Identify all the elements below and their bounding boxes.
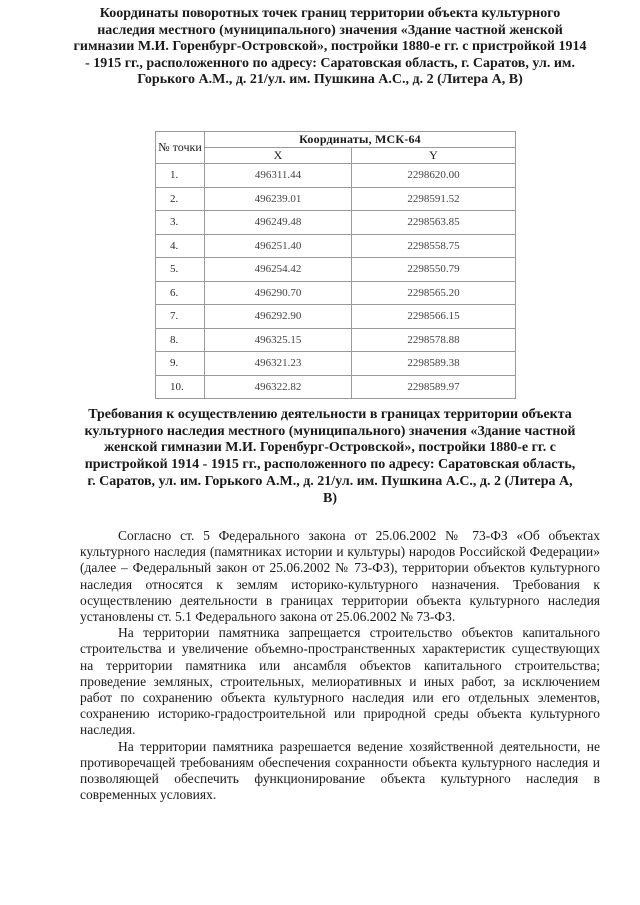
y-value: 2298558.75 [352,234,516,258]
x-value: 496239.01 [205,187,352,211]
x-value: 496290.70 [205,281,352,305]
x-value: 496311.44 [205,164,352,188]
point-number: 8. [156,328,205,352]
table-row [156,258,516,282]
table-row [156,328,516,352]
point-number: 9. [156,352,205,376]
point-number: 1. [156,164,205,188]
table-row [156,164,516,188]
coordinates-heading: Координаты поворотных точек границ территории объекта культурного наследия местного (муниципального) значения «Здание частной женской гимназии М.И. Горенбург-Островской», постройки 1880-е гг. с пристройкой 1914 - 1915 гг., расположенного по адресу: Саратовская область, г. Саратов, ул. им. Горького А.М., д. 21/ул. им. Пушкина А.С., д. 2 (Литера А, В) [73,6,587,87]
y-column-header: Y [352,148,516,164]
table-row [156,352,516,376]
table-row [156,187,516,211]
x-value: 496292.90 [205,305,352,329]
point-number-header: № точки [156,132,205,164]
point-number: 7. [156,305,205,329]
point-number: 10. [156,375,205,399]
paragraph: Согласно ст. 5 Федерального закона от 25.06.2002 № 73-ФЗ «Об объектах культурного наследия (памятниках истории и культуры) народов Российской Федерации» (далее – Федеральный закон от 25.06.2002 № 73-ФЗ), территории объектов культурного наследия относятся к землям историко-культурного назначения. Требования к осуществлению деятельности в границах территории объекта культурного наследия установлены ст. 5.1 Федерального закона от 25.06.2002 № 73-ФЗ. [80,528,600,625]
paragraph: На территории памятника запрещается строительство объектов капитального строительства и увеличение объемно-пространственных характеристик существующих на территории памятника или ансамбля объектов капитального строительства; проведение земляных, строительных, мелиоративных и иных работ, за исключением работ по сохранению объекта культурного наследия или его отдельных элементов, сохранению историко-градостроительной или природной среды объекта культурного наследия. [80,625,600,738]
y-value: 2298578.88 [352,328,516,352]
requirements-body [80,528,600,803]
point-number: 2. [156,187,205,211]
y-value: 2298589.97 [352,375,516,399]
coordinates-table [155,131,516,399]
x-value: 496321.23 [205,352,352,376]
point-number: 5. [156,258,205,282]
x-value: 496325.15 [205,328,352,352]
paragraph: На территории памятника разрешается ведение хозяйственной деятельности, не противоречащей требованиям обеспечения сохранности объекта культурного наследия и позволяющей обеспечить функционирование объекта культурного наследия в современных условиях. [80,738,600,803]
table-row [156,234,516,258]
x-column-header: X [205,148,352,164]
x-value: 496322.82 [205,375,352,399]
table-row [156,375,516,399]
y-value: 2298550.79 [352,258,516,282]
coordinates-group-header: Координаты, МСК-64 [205,132,516,148]
y-value: 2298591.52 [352,187,516,211]
requirements-heading: Требования к осуществлению деятельности в границах территории объекта культурного наследия местного (муниципального) значения «Здание частной женской гимназии М.И. Горенбург-Островской», постройки 1880-е гг. с пристройкой 1914 - 1915 гг., расположенного по адресу: Саратовская область, г. Саратов, ул. им. Горького А.М., д. 21/ул. им. Пушкина А.С., д. 2 (Литера А, В) [84,407,576,506]
y-value: 2298565.20 [352,281,516,305]
table-row [156,305,516,329]
x-value: 496249.48 [205,211,352,235]
table-row [156,281,516,305]
x-value: 496251.40 [205,234,352,258]
point-number: 4. [156,234,205,258]
point-number: 6. [156,281,205,305]
y-value: 2298620.00 [352,164,516,188]
y-value: 2298566.15 [352,305,516,329]
y-value: 2298563.85 [352,211,516,235]
y-value: 2298589.38 [352,352,516,376]
table-row [156,211,516,235]
x-value: 496254.42 [205,258,352,282]
point-number: 3. [156,211,205,235]
